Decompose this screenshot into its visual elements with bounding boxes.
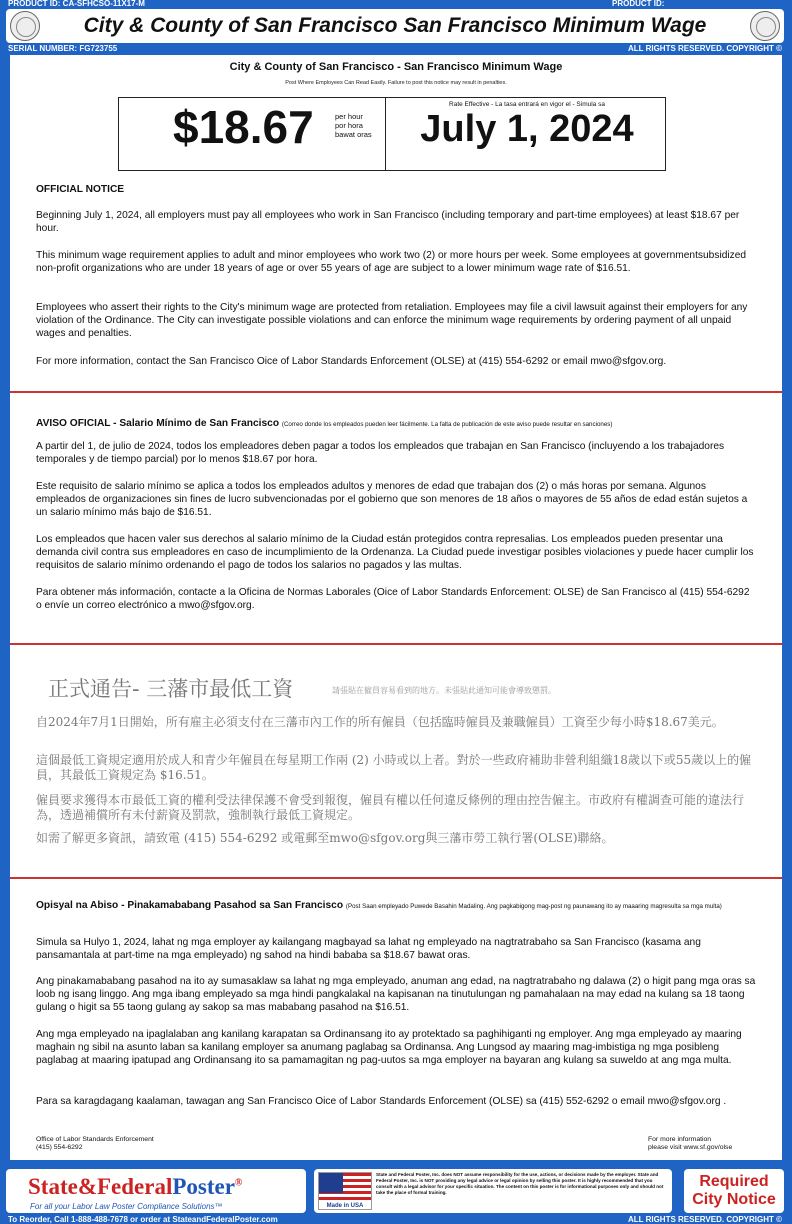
chinese-title: 正式通告- 三藩市最低工資: [48, 677, 294, 701]
serial-bar: [0, 44, 792, 54]
made-in-usa: Made in USA: [319, 1203, 371, 1209]
spanish-paragraph: Para obtener más información, contacte a la Oficina de Normas Laborales (Oice of Labor Standards Enforcement: OLSE) de San Francisco al (415) 554-6292 o envíe un correo electrónico a mwo@sfgov.org.: [36, 587, 750, 611]
effective-date: July 1, 2024: [420, 108, 634, 150]
tagalog-section: [10, 877, 782, 1160]
serial-number: SERIAL NUMBER: FG723755: [8, 44, 118, 53]
disclaimer-text: State and Federal Poster, Inc. does NOT assume responsibility for the use, actions, or decisions made by the employer. State and Federal Poster, Inc. is NOT providing any legal advice or legal opinion by selling this poster. It is highly recommended that you consult with a legal advisor for your specific situation. The content on this poster is for informational purposes only and should not take the place of formal training.: [376, 1172, 664, 1195]
tagalog-paragraph: Ang pinakamababang pasahod na ito ay sumasaklaw sa lahat ng mga empleyado, anuman ang edad, na nagtratrabaho ng dalawa (2) o higit pang mga oras sa loob ng isang linggo. Ang mga ibang empleyado sa mga hindi pangkalakal na kapisanan na tinutulungan ng pamahalaan na may edad na kulang sa 18 taong gulang o higit sa 55 taong gulang ay sakop sa mas mababang pasahod na $16.51.: [36, 976, 756, 1013]
olse-contact: [36, 1136, 154, 1152]
per-hour-es: por hora: [335, 121, 363, 130]
chinese-section: [10, 643, 782, 877]
reorder-bar: [0, 1215, 792, 1224]
chinese-paragraph: 如需了解更多資訊，請致電 (415) 554-6292 或電郵至mwo@sfgov.org與三藩市勞工執行署(OLSE)聯絡。: [36, 831, 614, 845]
brand-name: State&FederalPoster®: [28, 1174, 243, 1199]
disclaimer-box: [314, 1169, 672, 1213]
spanish-note: (Correo donde los empleados pueden leer fácilmente. La falta de publicación de este aviso puede resultar en sanciones): [281, 421, 613, 428]
official-notice-title: OFFICIAL NOTICE: [36, 184, 125, 195]
tagalog-title: Opisyal na Abiso - Pinakamababang Pasahod sa San Francisco: [36, 900, 344, 911]
top-bar: [0, 0, 792, 8]
tagalog-paragraph: Ang mga empleyado na ipaglalaban ang kanilang karapatan sa Ordinansang ito ay protektado sa paghihiganti ng employer. Ang mga empleyado ay maaring maghain ng sibil na asunto laban sa kanilang employer sa anumang paglabag sa Ordinansa. Ang Lungsod ay maaring mag-imbistiga ng mga posibleng paglabag at maaring ipatupad ang Ordinansang ito sa pamamagitan ng pag-uutos sa mga employer na bayaran ang kulang sa suweldo at ang mga multa.: [36, 1029, 742, 1066]
spanish-section: [10, 391, 782, 643]
per-hour-labels: [335, 112, 372, 139]
chinese-paragraph: 自2024年7月1日開始，所有雇主必須支付在三藩市內工作的所有僱員（包括臨時僱員及兼職僱員）工資至少每小時$18.67美元。: [36, 715, 724, 729]
english-paragraph: For more information, contact the San Francisco Oice of Labor Standards Enforcement (OLSE) at (415) 554-6292 or email mwo@sfgov.org.: [36, 356, 667, 367]
spanish-paragraph: Los empleados que hacen valer sus derechos al salario mínimo de la Ciudad están protegidos contra represalias. Los empleados pueden presentar una demanda civil contra sus empleadores en caso de incumplimiento de la Ordenanza. La Ciudad puede investigar posibles violaciones y puede hacer cumplir los requisitos de salario mínimo ordenando el pago de todos los salarios no pagados y las multas.: [36, 534, 754, 571]
more-info-url: please visit www.sf.gov/olse: [648, 1144, 733, 1151]
per-hour-tl: bawat oras: [335, 130, 372, 139]
chinese-paragraph: 僱員要求獲得本市最低工資的權利受法律保護不會受到報復，僱員有權以任何違反條例的理由控告僱主。市政府有權調查可能的違法行為，透過補償所有未付薪資及罰款，強制執行最低工資規定。: [36, 793, 745, 822]
spanish-paragraph: Este requisito de salario mínimo se aplica a todos los empleados adultos y menores de edad que trabajan dos (2) o más horas por semana. Algunos empleados de organizaciones sin fines de lucro subvencionadas por el gobierno que son menores de 18 años o mayores de 55 años de edad están sujetos a un salario mínimo más bajo de $16.51.: [36, 481, 748, 518]
city-seal-icon: [750, 11, 780, 41]
copyright: ALL RIGHTS RESERVED. COPYRIGHT ©: [627, 44, 782, 53]
english-section: [10, 55, 782, 391]
more-info-label: For more information: [648, 1136, 712, 1143]
english-paragraph: Beginning July 1, 2024, all employers must pay all employees who work in San Francisco (including temporary and part-time employees) at least $18.67 per hour.: [36, 210, 740, 234]
more-info: [648, 1136, 732, 1152]
product-id-left: PRODUCT ID: CA-SFHCSO-11X17-M: [8, 0, 145, 8]
spanish-paragraph: A partir del 1, de julio de 2024, todos los empleadores deben pagar a todos los empleados que trabajan en San Francisco (incluyendo a los trabajadores temporales y de tiempo parcial) por lo menos $18.67 por hora.: [36, 441, 725, 465]
brand-logo[interactable]: [6, 1169, 306, 1213]
required-city-notice-badge: Required City Notice: [684, 1169, 784, 1213]
rate-divider: [385, 98, 386, 170]
reorder-text[interactable]: To Reorder, Call 1-888-488-7678 or order at StateandFederalPoster.com: [8, 1215, 278, 1224]
brand-tagline: For all your Labor Law Poster Compliance Solutions™: [30, 1202, 223, 1211]
english-paragraph: Employees who assert their rights to the City's minimum wage are protected from retaliation. Employees may file a civil lawsuit against their employers for any violation of the Ordinance. The City can investigate possible violations and can enforce the minimum wage requirements by ordering payment of all unpaid wages and penalties.: [36, 302, 748, 339]
english-paragraph: This minimum wage requirement applies to adult and minor employees who work two (2) or more hours per week. Some employees at governmentsubsidized non-profit organizations who are under 18 years of age or over 55 years of age are subject to a lower minimum wage rate of $16.51.: [36, 250, 747, 274]
english-heading: City & County of San Francisco - San Francisco Minimum Wage: [229, 61, 563, 73]
spanish-title: AVISO OFICIAL - Salario Mínimo de San Francisco: [36, 418, 280, 429]
poster-title: City & County of San Francisco San Francisco Minimum Wage: [83, 14, 707, 37]
post-note: Post Where Employees Can Read Easily. Failure to post this notice may result in penalties.: [285, 80, 507, 86]
chinese-paragraph: 這個最低工資規定適用於成人和青少年僱員在每星期工作兩 (2) 小時或以上者。對於一些政府補助非營利組織18歲以下或55歲以上的僱員，其最低工資規定為 $16.51。: [36, 753, 752, 782]
olse-name: Office of Labor Standards Enforcement: [36, 1136, 154, 1143]
title-bar: [6, 9, 784, 43]
rate-box: [118, 97, 666, 171]
city-seal-icon: [10, 11, 40, 41]
tagalog-paragraph: Simula sa Hulyo 1, 2024, lahat ng mga employer ay kailangang magbayad sa lahat ng empleyado na nagtratrabaho sa San Francisco (kasama ang pansamantala at part-time na mga empleyado) ng sahod na hindi bababa sa $18.67 bawat oras.: [36, 937, 701, 961]
bottom-copyright: ALL RIGHTS RESERVED. COPYRIGHT ©: [627, 1215, 782, 1224]
tagalog-paragraph: Para sa karagdagang kaalaman, tawagan ang San Francisco Oice of Labor Standards Enforcement (OLSE) sa (415) 552-6292 o email mwo@sfgov.org .: [36, 1096, 727, 1107]
effective-label: Rate Effective - La tasa entrará en vigor el - Simula sa: [449, 101, 605, 108]
tagalog-heading: [36, 899, 756, 913]
olse-phone: (415) 554-6292: [36, 1144, 83, 1151]
wage-amount: $18.67: [173, 101, 314, 153]
product-id-right: PRODUCT ID:: [612, 0, 665, 8]
per-hour-en: per hour: [335, 112, 363, 121]
bottom-bar: [0, 1160, 792, 1224]
tagalog-note: (Post Saan empleyado Puwede Basahin Madaling. Ang pagkabigong mag-post ng paunawang ito ay maaaring magresulta sa mga multa): [345, 903, 722, 910]
us-flag-icon: [318, 1172, 372, 1210]
spanish-heading: [36, 417, 756, 431]
chinese-note: 請張貼在僱員容易看到的地方。未張貼此通知可能會導致懲罰。: [332, 686, 556, 695]
